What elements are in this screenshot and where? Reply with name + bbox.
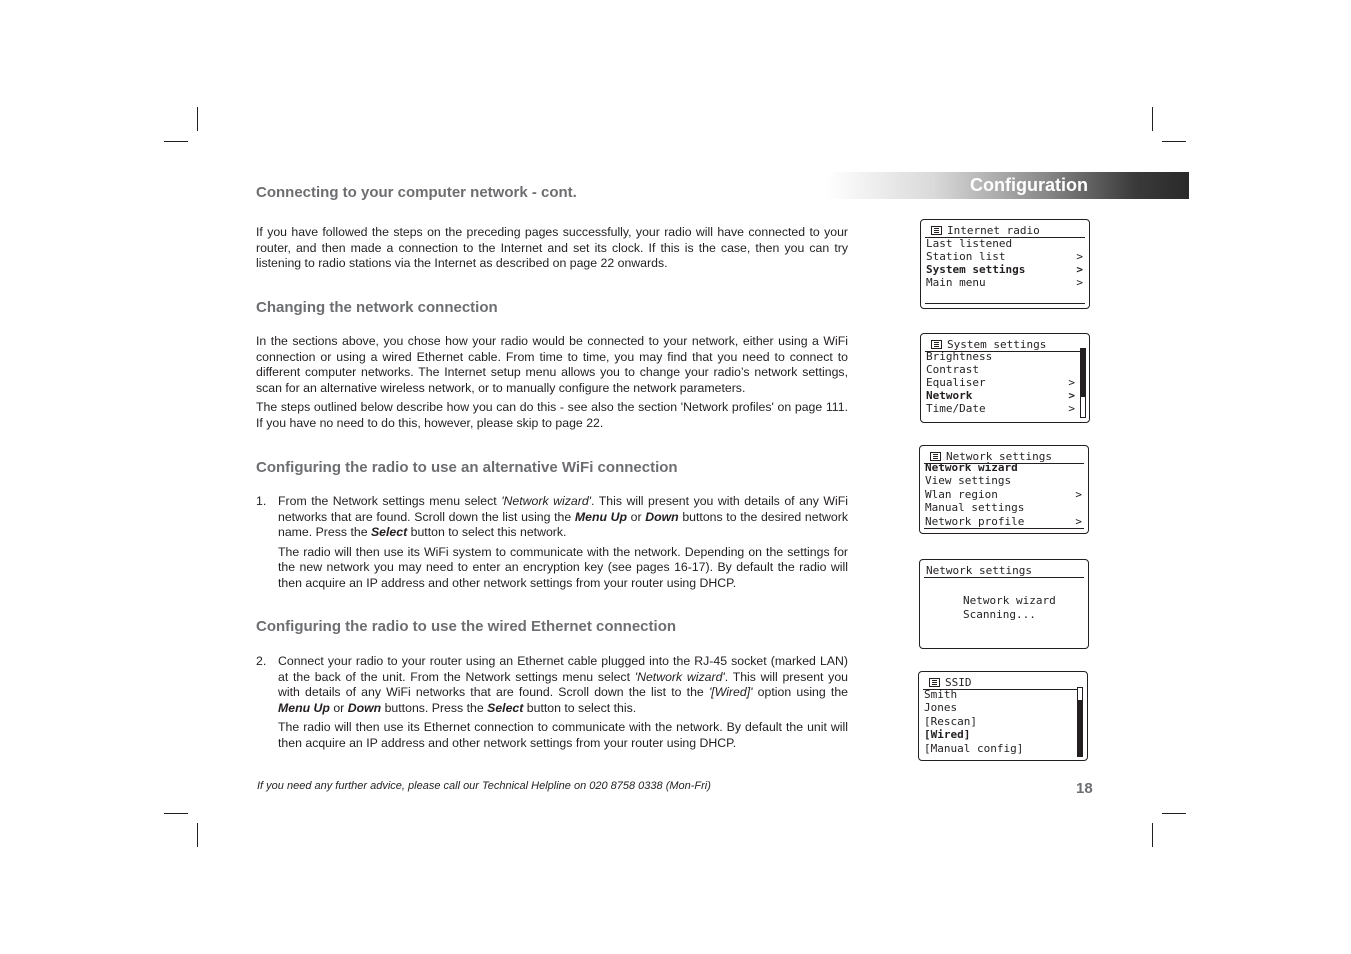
lcd-message: Network wizard <box>963 594 1056 607</box>
lcd-internet-radio <box>920 219 1090 309</box>
lcd-title: Internet radio <box>947 223 1040 237</box>
page-number: 18 <box>1076 780 1093 797</box>
lcd-item <box>926 250 1083 263</box>
text-run: or <box>329 700 348 715</box>
wired-step-paragraph <box>278 654 848 716</box>
crop-mark <box>1152 107 1153 131</box>
text-run: buttons to the desired network name. Press the <box>278 509 848 540</box>
scrollbar <box>1077 687 1083 757</box>
lcd-item <box>925 474 1082 487</box>
lcd-item-label: Smith <box>924 688 958 701</box>
lcd-network-settings <box>919 445 1089 534</box>
wifi-heading: Configuring the radio to use an alternative WiFi connection <box>256 459 678 476</box>
lcd-item-label: View settings <box>925 474 1012 487</box>
crop-mark <box>164 141 188 142</box>
menu-icon <box>931 340 942 349</box>
text-run: Connect your radio to your router using an Ethernet cable plugged into the RJ-45 socket (marked LAN) at the back of the unit. From the Network settings menu select <box>278 654 848 684</box>
scrollbar <box>1080 348 1086 418</box>
wifi-step-paragraph <box>278 494 848 541</box>
text-run: Down <box>347 700 382 715</box>
step-number: 2. <box>256 654 267 668</box>
text-run: Select <box>487 700 524 715</box>
lcd-item-label: Wlan region <box>925 488 998 501</box>
intro-text: If you have followed the steps on the preceding pages successfully, your radio will have connected to your router, and then made a connection to the Internet and set its clock. If this is the case, then you can try listening to radio stations via the Internet as described on page 22 onwards. <box>256 225 848 271</box>
lcd-item-label: [Rescan] <box>924 715 977 728</box>
section-title: Configuration <box>970 175 1088 195</box>
lcd-item <box>925 488 1082 501</box>
lcd-item-label: Contrast <box>926 363 979 376</box>
lcd-item <box>924 715 1073 728</box>
arrow-right-icon: > <box>1076 250 1083 263</box>
crop-mark <box>1152 823 1153 847</box>
lcd-item <box>926 376 1075 389</box>
lcd-item-label: Last listened <box>926 237 1013 250</box>
lcd-item-label: Equaliser <box>926 376 986 389</box>
text-run: From the Network settings menu select <box>278 494 502 508</box>
text-run: 'Network wizard' <box>634 669 725 684</box>
lcd-header <box>925 223 1085 238</box>
lcd-item-label: [Manual config] <box>924 742 1024 755</box>
text-run: button to select this network. <box>407 525 567 540</box>
wifi-step-paragraph-2: The radio will then use its WiFi system to communicate with the network. Depending on the settings for the new network you may need to enter an encryption key (see pages 16-17). By default the radio will then acquire an IP address and other network settings from your router using DHCP. <box>278 544 848 590</box>
lcd-item-label: Network <box>926 389 973 402</box>
lcd-divider <box>924 528 1084 529</box>
lcd-item <box>926 276 1083 289</box>
lcd-item-label: Brightness <box>926 350 993 363</box>
lcd-ssid <box>918 671 1088 761</box>
text-run: 'Network wizard' <box>501 494 592 508</box>
lcd-item-selected <box>925 461 1082 474</box>
text-run: option using the <box>752 685 848 700</box>
wired-step <box>278 654 848 752</box>
arrow-right-icon: > <box>1076 276 1083 289</box>
lcd-item-selected <box>926 389 1075 402</box>
lcd-item-label: Network wizard <box>925 461 1018 474</box>
lcd-item-label: Jones <box>924 701 958 714</box>
lcd-item <box>926 363 1075 376</box>
menu-icon <box>929 678 940 687</box>
text-run: . This will present you with details of any WiFi networks that are found. Scroll down the list to the <box>278 669 849 700</box>
lcd-item-label: Manual settings <box>925 501 1025 514</box>
lcd-divider <box>925 303 1085 304</box>
text-run: Down <box>645 509 679 524</box>
change-heading: Changing the network connection <box>256 299 498 316</box>
step-number: 1. <box>256 494 267 508</box>
page-heading: Connecting to your computer network - cont. <box>256 184 577 201</box>
lcd-item <box>924 742 1073 755</box>
lcd-item-selected <box>924 728 1073 741</box>
text-run: or <box>627 509 646 524</box>
text-run: Select <box>370 525 408 540</box>
text-run: buttons. Press the <box>381 700 488 715</box>
crop-mark <box>197 823 198 847</box>
wired-heading: Configuring the radio to use the wired Ethernet connection <box>256 618 677 635</box>
crop-mark <box>164 813 188 814</box>
lcd-title: System settings <box>947 337 1047 351</box>
change-paragraph-1: In the sections above, you chose how your radio would be connected to your network, either using a WiFi connection or using a wired Ethernet cable. From time to time, you may find that you need to connect to different computer networks. The Internet setup menu allows you to change your radio’s network settings, scan for an alternative wireless network, or to manually configure the network parameters. <box>256 334 848 395</box>
arrow-right-icon: > <box>1075 488 1082 501</box>
scrollbar-thumb <box>1081 349 1085 397</box>
lcd-item-label: Time/Date <box>926 402 986 415</box>
text-run: Menu Up <box>278 700 330 715</box>
arrow-right-icon: > <box>1076 263 1083 276</box>
arrow-right-icon: > <box>1068 402 1075 415</box>
lcd-item-selected <box>926 263 1083 276</box>
arrow-right-icon: > <box>1068 389 1075 402</box>
lcd-item-label: System settings <box>926 263 1026 276</box>
lcd-item-label: Main menu <box>926 276 986 289</box>
text-run: '[Wired]' <box>708 685 753 700</box>
lcd-item <box>926 350 1075 363</box>
menu-icon <box>930 452 941 461</box>
lcd-title: Network settings <box>926 563 1032 577</box>
text-run: . This will present you with details of any WiFi networks that are found. Scroll down the list using the <box>278 494 848 524</box>
text-run: Menu Up <box>574 509 627 524</box>
lcd-item <box>926 237 1083 250</box>
lcd-item <box>925 515 1082 528</box>
lcd-item-label: Network profile <box>925 515 1025 528</box>
scrollbar-thumb <box>1078 700 1082 756</box>
footer-helpline: If you need any further advice, please call our Technical Helpline on 020 8758 0338 (Mon-Fri) <box>257 780 711 792</box>
lcd-item-label: [Wired] <box>924 728 971 741</box>
lcd-title: SSID <box>945 675 972 689</box>
lcd-system-settings <box>920 333 1090 423</box>
lcd-title: Network settings <box>946 449 1052 463</box>
lcd-item <box>924 688 1073 701</box>
arrow-right-icon: > <box>1075 515 1082 528</box>
lcd-item-label: Station list <box>926 250 1006 263</box>
crop-mark <box>1162 141 1186 142</box>
change-body <box>256 334 848 432</box>
change-paragraph-2: The steps outlined below describe how you can do this - see also the section 'Network profiles' on page 111. If you have no need to do this, however, please skip to page 22. <box>256 400 848 430</box>
arrow-right-icon: > <box>1068 376 1075 389</box>
lcd-message: Scanning... <box>963 608 1036 621</box>
menu-icon <box>931 226 942 235</box>
crop-mark <box>197 107 198 131</box>
crop-mark <box>1162 813 1186 814</box>
lcd-header <box>924 563 1084 578</box>
wifi-step <box>278 494 848 592</box>
lcd-item <box>926 402 1075 415</box>
intro-paragraph <box>256 225 848 272</box>
text-run: button to select this. <box>523 700 637 715</box>
lcd-item <box>925 501 1082 514</box>
wired-step-paragraph-2: The radio will then use its Ethernet connection to communicate with the network. By default the unit will then acquire an IP address and other network settings from your router using DHCP. <box>278 720 848 750</box>
lcd-scanning <box>919 559 1089 649</box>
lcd-item <box>924 701 1073 714</box>
